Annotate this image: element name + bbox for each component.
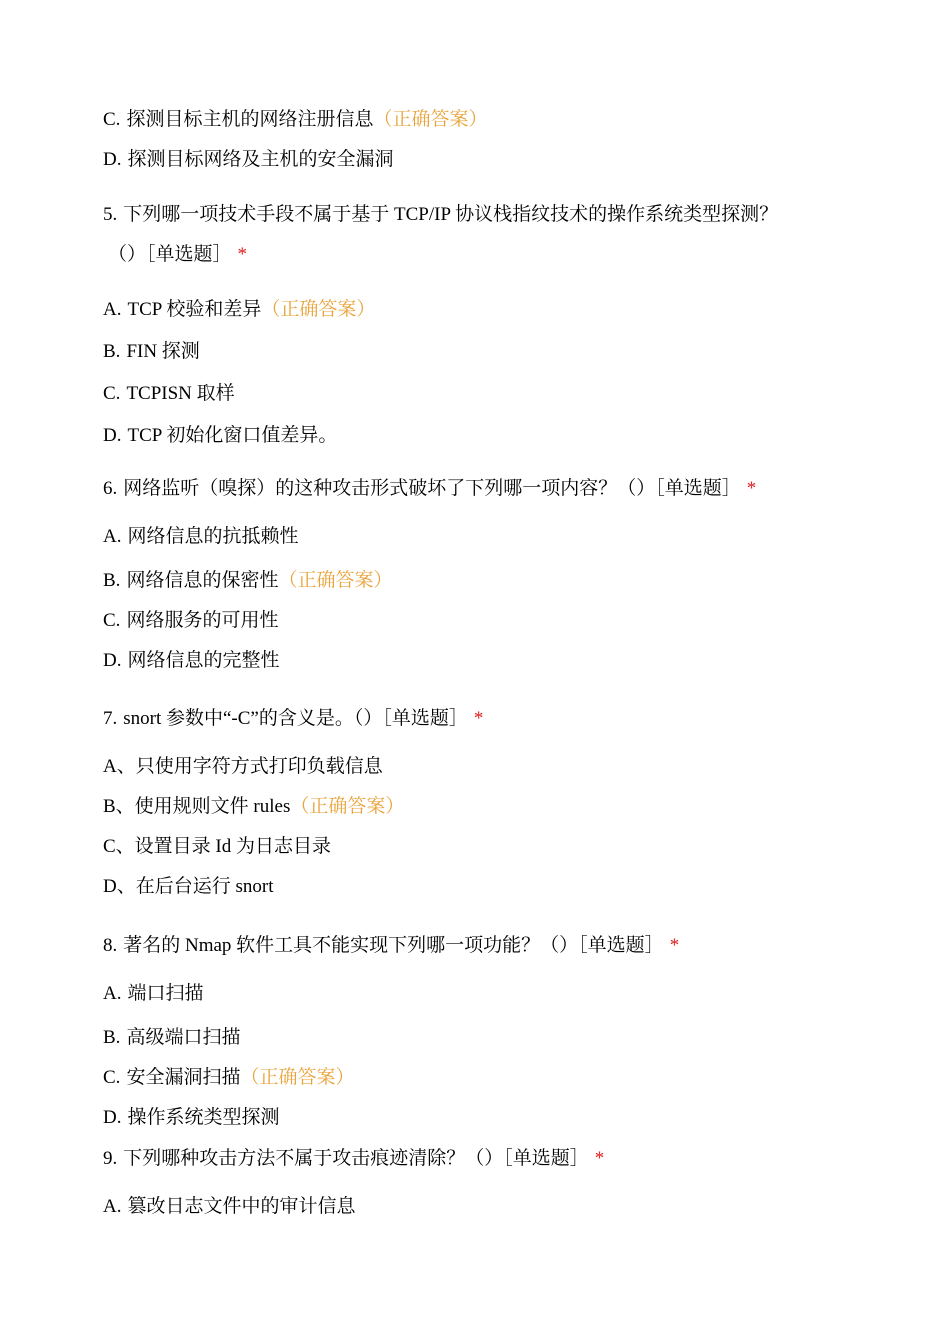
option-text: TCPISN 取样 <box>126 383 235 404</box>
answer-option <box>103 1195 356 1219</box>
option-letter: D. <box>103 1107 122 1128</box>
option-letter: C. <box>103 383 121 404</box>
question-line <box>103 477 756 501</box>
answer-option <box>103 1106 280 1130</box>
question-text: 网络监听（嗅探）的这种攻击形式破坏了下列哪一项内容？（）［单选题］ <box>123 478 741 499</box>
answer-option <box>103 340 200 364</box>
option-letter: C. <box>103 1067 121 1088</box>
correct-answer-tag: （正确答案） <box>240 1067 355 1088</box>
answer-option <box>103 1066 354 1090</box>
required-asterisk: * <box>473 708 484 729</box>
required-asterisk: * <box>594 1148 605 1169</box>
option-text: 网络信息的抗抵赖性 <box>127 526 299 547</box>
question-line <box>108 243 247 267</box>
option-text: 探测目标网络及主机的安全漏洞 <box>127 149 394 170</box>
question-number: 5. <box>103 204 118 225</box>
answer-option <box>103 982 204 1006</box>
option-letter: A. <box>103 299 122 320</box>
option-text: D、在后台运行 snort <box>103 876 274 897</box>
option-text: TCP 初始化窗口值差异。 <box>127 425 338 446</box>
answer-option <box>103 609 278 633</box>
option-letter: B. <box>103 570 121 591</box>
required-asterisk: * <box>669 935 680 956</box>
question-line <box>103 934 679 958</box>
answer-option <box>103 795 404 819</box>
option-text: 高级端口扫描 <box>126 1027 241 1048</box>
option-text: 网络服务的可用性 <box>126 610 279 631</box>
option-letter: D. <box>103 149 122 170</box>
option-letter: C. <box>103 610 121 631</box>
question-number: 6. <box>103 478 118 499</box>
required-asterisk: * <box>237 244 248 265</box>
answer-option <box>103 835 331 859</box>
answer-option <box>103 525 299 549</box>
option-text: 网络信息的保密性 <box>126 570 279 591</box>
question-text: （）［单选题］ <box>108 244 232 265</box>
answer-option <box>103 1026 240 1050</box>
question-line <box>103 203 778 227</box>
option-text: 安全漏洞扫描 <box>126 1067 241 1088</box>
option-letter: D. <box>103 650 122 671</box>
answer-option <box>103 382 235 406</box>
option-letter: B. <box>103 341 121 362</box>
option-text: 端口扫描 <box>127 983 204 1004</box>
correct-answer-tag: （正确答案） <box>261 299 376 320</box>
question-line <box>103 1147 604 1171</box>
answer-option <box>103 569 392 593</box>
correct-answer-tag: （正确答案） <box>290 796 405 817</box>
option-letter: B. <box>103 1027 121 1048</box>
option-text: A、只使用字符方式打印负载信息 <box>103 756 383 777</box>
option-letter: A. <box>103 1196 122 1217</box>
question-text: snort 参数中“-C”的含义是。（）［单选题］ <box>123 708 468 729</box>
option-text: FIN 探测 <box>126 341 200 362</box>
answer-option <box>103 755 383 779</box>
option-letter: C. <box>103 109 121 130</box>
question-text: 著名的 Nmap 软件工具不能实现下列哪一项功能？（）［单选题］ <box>123 935 664 956</box>
question-line <box>103 707 483 731</box>
answer-option <box>103 108 487 132</box>
option-letter: A. <box>103 526 122 547</box>
option-text: 篡改日志文件中的审计信息 <box>127 1196 356 1217</box>
option-text: C、设置目录 Id 为日志目录 <box>103 836 332 857</box>
option-text: 探测目标主机的网络注册信息 <box>126 109 374 130</box>
question-number: 8. <box>103 935 118 956</box>
question-text: 下列哪一项技术手段不属于基于 TCP/IP 协议栈指纹技术的操作系统类型探测？ <box>123 204 779 225</box>
option-letter: A. <box>103 983 122 1004</box>
correct-answer-tag: （正确答案） <box>278 570 393 591</box>
option-text: 操作系统类型探测 <box>127 1107 280 1128</box>
correct-answer-tag: （正确答案） <box>373 109 488 130</box>
answer-option <box>103 148 394 172</box>
answer-option <box>103 649 280 673</box>
option-letter: D. <box>103 425 122 446</box>
required-asterisk: * <box>746 478 757 499</box>
option-text: TCP 校验和差异 <box>127 299 262 320</box>
answer-option <box>103 298 375 322</box>
question-text: 下列哪种攻击方法不属于攻击痕迹清除？（）［单选题］ <box>123 1148 589 1169</box>
option-text: 网络信息的完整性 <box>127 650 280 671</box>
question-number: 9. <box>103 1148 118 1169</box>
question-number: 7. <box>103 708 118 729</box>
answer-option <box>103 424 337 448</box>
answer-option <box>103 875 273 899</box>
option-text: B、使用规则文件 rules <box>103 796 291 817</box>
